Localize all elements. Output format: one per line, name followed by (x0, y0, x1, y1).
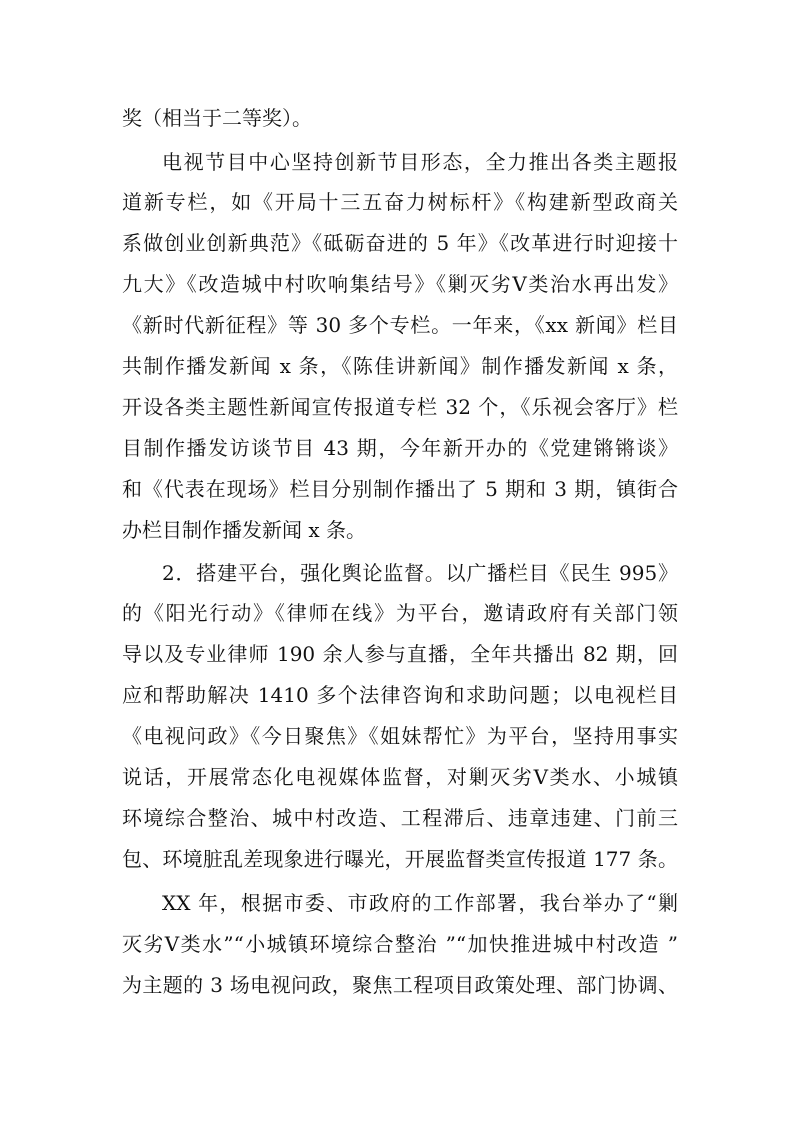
text-line: 2．搭建平台，强化舆论监督。以广播栏目《民生 995》 (162, 561, 678, 585)
text-line: 为主题的 3 场电视问政，聚焦工程项目政策处理、部门协调、 (122, 973, 678, 997)
text-line: 电视节目中心坚持创新节目形态，全力推出各类主题报 (162, 150, 678, 174)
text-line: 道新专栏，如《开局十三五奋力树标杆》《构建新型政商关 (122, 190, 678, 214)
text-line: 的《阳光行动》《律师在线》为平台，邀请政府有关部门领 (122, 601, 678, 625)
text-line: 《电视问政》《今日聚焦》《姐妹帮忙》为平台，坚持用事实 (122, 724, 678, 748)
text-line: 《新时代新征程》等 30 多个专栏。一年来，《xx 新闻》栏目 (122, 313, 678, 337)
text-line: 灭劣Ⅴ类水”“小城镇环境综合整治 ”“加快推进城中村改造 ” (122, 932, 678, 956)
text-line: 应和帮助解决 1410 多个法律咨询和求助问题；以电视栏目 (122, 683, 678, 707)
text-line: XX 年，根据市委、市政府的工作部署，我台举办了“剿 (162, 891, 678, 915)
text-line: 包、环境脏乱差现象进行曝光，开展监督类宣传报道 177 条。 (122, 847, 678, 871)
text-line: 共制作播发新闻 x 条，《陈佳讲新闻》制作播发新闻 x 条， (122, 354, 678, 378)
text-line: 导以及专业律师 190 余人参与直播，全年共播出 82 期，回 (122, 642, 678, 666)
text-line: 九大》《改造城中村吹响集结号》《剿灭劣Ⅴ类治水再出发》 (122, 272, 678, 296)
text-line: 环境综合整治、城中村改造、工程滞后、违章违建、门前三 (122, 806, 678, 830)
text-line: 系做创业创新典范》《砥砺奋进的 5 年》《改革进行时迎接十 (122, 231, 678, 255)
text-line: 和《代表在现场》栏目分别制作播出了 5 期和 3 期，镇街合 (122, 477, 678, 501)
text-line: 办栏目制作播发新闻 x 条。 (122, 518, 366, 542)
text-line: 目制作播发访谈节目 43 期，今年新开办的《党建锵锵谈》 (122, 436, 678, 460)
text-line: 说话，开展常态化电视媒体监督，对剿灭劣Ⅴ类水、小城镇 (122, 765, 678, 789)
text-line: 奖（相当于二等奖）。 (122, 106, 312, 130)
text-line: 开设各类主题性新闻宣传报道专栏 32 个，《乐视会客厅》栏 (122, 395, 678, 419)
